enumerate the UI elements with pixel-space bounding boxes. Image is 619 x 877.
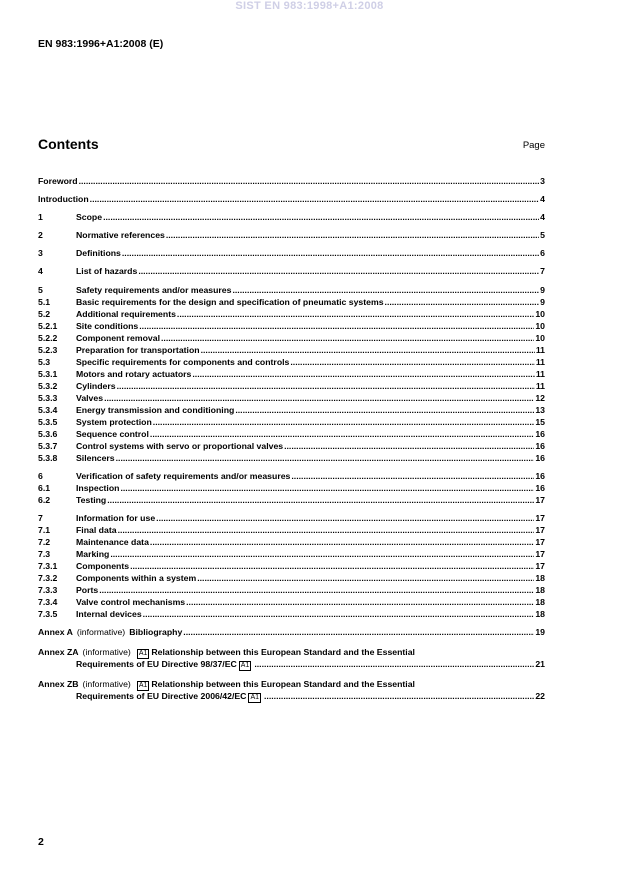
toc-entry[interactable] <box>38 536 545 548</box>
toc-entry[interactable] <box>38 548 545 560</box>
toc-number: 4 <box>38 266 43 276</box>
annex-informative: (informative) <box>82 647 131 657</box>
toc-entry[interactable] <box>38 494 545 506</box>
toc-entry[interactable] <box>38 284 545 296</box>
toc-page: 13 <box>535 405 545 415</box>
toc-title: Valve control mechanisms <box>76 597 186 607</box>
toc-title: Internal devices <box>76 609 142 619</box>
toc-title: Ports <box>76 585 99 595</box>
toc-number: 7.3 <box>38 549 51 559</box>
toc-title: System protection <box>76 417 152 427</box>
toc-title: Foreword <box>38 176 78 186</box>
toc-number: 5.1 <box>38 297 51 307</box>
toc-number: 5.2.2 <box>38 333 58 343</box>
toc-title: Component removal <box>76 333 160 343</box>
amendment-end-icon: A1 <box>250 694 260 701</box>
toc-entry[interactable] <box>38 344 545 356</box>
toc-entry[interactable] <box>38 392 545 404</box>
toc-group-clause-7 <box>38 512 545 620</box>
toc-number: 7.1 <box>38 525 51 535</box>
toc-page: 6 <box>540 248 545 258</box>
annex-informative: (informative) <box>82 679 131 689</box>
toc-page: 10 <box>535 309 545 319</box>
toc-page: 3 <box>540 176 545 186</box>
toc-entry[interactable] <box>38 368 545 380</box>
toc-number: 7.3.5 <box>38 609 58 619</box>
toc-number: 2 <box>38 230 43 240</box>
toc-entry[interactable] <box>38 229 545 241</box>
toc-page: 17 <box>535 525 545 535</box>
page-number: 2 <box>38 836 44 848</box>
toc-group-front <box>38 175 545 205</box>
toc-number: 5.3.4 <box>38 405 58 415</box>
toc-title: Marking <box>76 549 110 559</box>
toc-entry[interactable] <box>38 428 545 440</box>
toc-number: 5.2 <box>38 309 51 319</box>
toc-entry[interactable] <box>38 211 545 223</box>
annex-label: Annex ZA <box>38 647 79 657</box>
annex-label: Annex A <box>38 627 73 637</box>
toc-title: Scope <box>76 212 103 222</box>
toc-title: Components within a system <box>76 573 197 583</box>
toc-entry[interactable] <box>38 512 545 524</box>
annex-label: Annex ZB <box>38 679 79 689</box>
toc-page: 11 <box>535 369 545 379</box>
toc-page: 9 <box>540 285 545 295</box>
toc-entry[interactable] <box>38 404 545 416</box>
toc-entry[interactable] <box>38 608 545 620</box>
toc-entry[interactable] <box>38 470 545 482</box>
toc-entry[interactable] <box>38 308 545 320</box>
toc-number: 7.2 <box>38 537 51 547</box>
annex-title-line2: Requirements of EU Directive 2006/42/EC <box>76 691 247 701</box>
toc-entry-annex-a[interactable] <box>38 626 545 638</box>
toc-entry[interactable] <box>38 296 545 308</box>
toc-page: 22 <box>535 691 545 701</box>
toc-entry[interactable] <box>38 560 545 572</box>
toc-number: 5.3 <box>38 357 51 367</box>
toc-title: Control systems with servo or proportional valves <box>76 441 284 451</box>
toc-page: 15 <box>535 417 545 427</box>
toc-entry[interactable] <box>38 452 545 464</box>
toc-entry[interactable] <box>38 440 545 452</box>
toc-entry-introduction[interactable] <box>38 193 545 205</box>
toc-title: Information for use <box>76 513 156 523</box>
toc-page: 4 <box>540 194 545 204</box>
toc-page: 16 <box>535 441 545 451</box>
toc-page: 18 <box>535 597 545 607</box>
toc-page: 9 <box>540 297 545 307</box>
toc-title: Silencers <box>76 453 115 463</box>
toc-entry[interactable] <box>38 416 545 428</box>
toc-number: 5.3.8 <box>38 453 58 463</box>
amendment-end-icon: A1 <box>240 662 250 669</box>
toc-title: Cylinders <box>76 381 116 391</box>
toc-page: 17 <box>535 537 545 547</box>
toc-number: 7 <box>38 513 43 523</box>
toc-page: 11 <box>535 345 545 355</box>
toc-title: Definitions <box>76 248 121 258</box>
toc-entry[interactable] <box>38 265 545 277</box>
toc-number: 3 <box>38 248 43 258</box>
toc-page: 11 <box>535 381 545 391</box>
toc-entry[interactable] <box>38 482 545 494</box>
toc-number: 5 <box>38 285 43 295</box>
toc-number: 7.3.2 <box>38 573 58 583</box>
toc-title: Basic requirements for the design and specification of pneumatic systems <box>76 297 384 307</box>
toc-group-clause-6 <box>38 470 545 506</box>
toc-entry-annex-zb[interactable] <box>38 678 545 702</box>
toc-page: 17 <box>535 513 545 523</box>
toc-title: Inspection <box>76 483 120 493</box>
toc-title: Verification of safety requirements and/or measures <box>76 471 291 481</box>
toc-entry-foreword[interactable] <box>38 175 545 187</box>
toc-page: 5 <box>540 230 545 240</box>
toc-entry-annex-za[interactable] <box>38 646 545 670</box>
toc-entry[interactable] <box>38 332 545 344</box>
toc-number: 6.1 <box>38 483 51 493</box>
toc-number: 7.3.4 <box>38 597 58 607</box>
toc-page: 16 <box>535 453 545 463</box>
toc-page: 21 <box>535 659 545 669</box>
toc-number: 5.3.3 <box>38 393 58 403</box>
toc-entry[interactable] <box>38 584 545 596</box>
toc-number: 6.2 <box>38 495 51 505</box>
toc-page: 16 <box>535 483 545 493</box>
toc-entry[interactable] <box>38 524 545 536</box>
toc-entry[interactable] <box>38 596 545 608</box>
toc-page: 18 <box>535 585 545 595</box>
document-id: EN 983:1996+A1:2008 (E) <box>38 38 164 50</box>
toc-title: Maintenance data <box>76 537 149 547</box>
toc-page: 17 <box>535 495 545 505</box>
toc-number: 7.3.1 <box>38 561 58 571</box>
toc-page: 10 <box>535 321 545 331</box>
toc-number: 5.3.2 <box>38 381 58 391</box>
toc-title: Testing <box>76 495 107 505</box>
toc-title: Components <box>76 561 130 571</box>
annex-title-line1: Relationship between this European Standard and the Essential <box>151 679 415 689</box>
toc-page: 12 <box>535 393 545 403</box>
toc-page: 11 <box>535 357 545 367</box>
toc-title: Safety requirements and/or measures <box>76 285 232 295</box>
toc-title: Introduction <box>38 194 89 204</box>
annex-title: Bibliography <box>129 627 183 637</box>
toc-group-clauses-1-4 <box>38 211 545 277</box>
toc-title: Energy transmission and conditioning <box>76 405 235 415</box>
toc-number: 5.3.1 <box>38 369 58 379</box>
toc-entry[interactable] <box>38 572 545 584</box>
amendment-start-icon: A1 <box>138 650 148 657</box>
toc-entry[interactable] <box>38 380 545 392</box>
page-column-label: Page <box>522 140 545 151</box>
toc-page: 4 <box>540 212 545 222</box>
toc-page: 18 <box>535 609 545 619</box>
toc-group-annexes <box>38 626 545 702</box>
toc-page: 16 <box>535 471 545 481</box>
toc-number: 5.2.3 <box>38 345 58 355</box>
annex-informative: (informative) <box>76 627 126 637</box>
amendment-start-icon: A1 <box>138 682 148 689</box>
toc-entry[interactable] <box>38 247 545 259</box>
watermark: SIST EN 983:1998+A1:2008 <box>235 0 384 12</box>
toc-number: 6 <box>38 471 43 481</box>
toc-page: 19 <box>535 627 545 637</box>
toc-entry[interactable] <box>38 320 545 332</box>
toc-title: Additional requirements <box>76 309 176 319</box>
toc-page: 16 <box>535 429 545 439</box>
toc-number: 5.3.6 <box>38 429 58 439</box>
toc-group-clause-5 <box>38 284 545 464</box>
toc-page: 18 <box>535 573 545 583</box>
annex-title-line1: Relationship between this European Standard and the Essential <box>151 647 415 657</box>
annex-title-line2: Requirements of EU Directive 98/37/EC <box>76 659 237 669</box>
toc-title: List of hazards <box>76 266 138 276</box>
toc-number: 7.3.3 <box>38 585 58 595</box>
toc-title: Preparation for transportation <box>76 345 200 355</box>
toc-title: Specific requirements for components and controls <box>76 357 290 367</box>
toc-title: Final data <box>76 525 117 535</box>
toc-page: 7 <box>540 266 545 276</box>
toc-page: 17 <box>535 549 545 559</box>
toc-title: Sequence control <box>76 429 149 439</box>
toc-entry[interactable] <box>38 356 545 368</box>
toc-page: 17 <box>535 561 545 571</box>
contents-title: Contents <box>38 136 99 152</box>
toc-title: Motors and rotary actuators <box>76 369 192 379</box>
toc-page: 10 <box>535 333 545 343</box>
toc-number: 1 <box>38 212 43 222</box>
toc-number: 5.3.5 <box>38 417 58 427</box>
toc-title: Valves <box>76 393 104 403</box>
toc-number: 5.3.7 <box>38 441 58 451</box>
toc-number: 5.2.1 <box>38 321 58 331</box>
toc-title: Normative references <box>76 230 165 240</box>
toc-title: Site conditions <box>76 321 139 331</box>
